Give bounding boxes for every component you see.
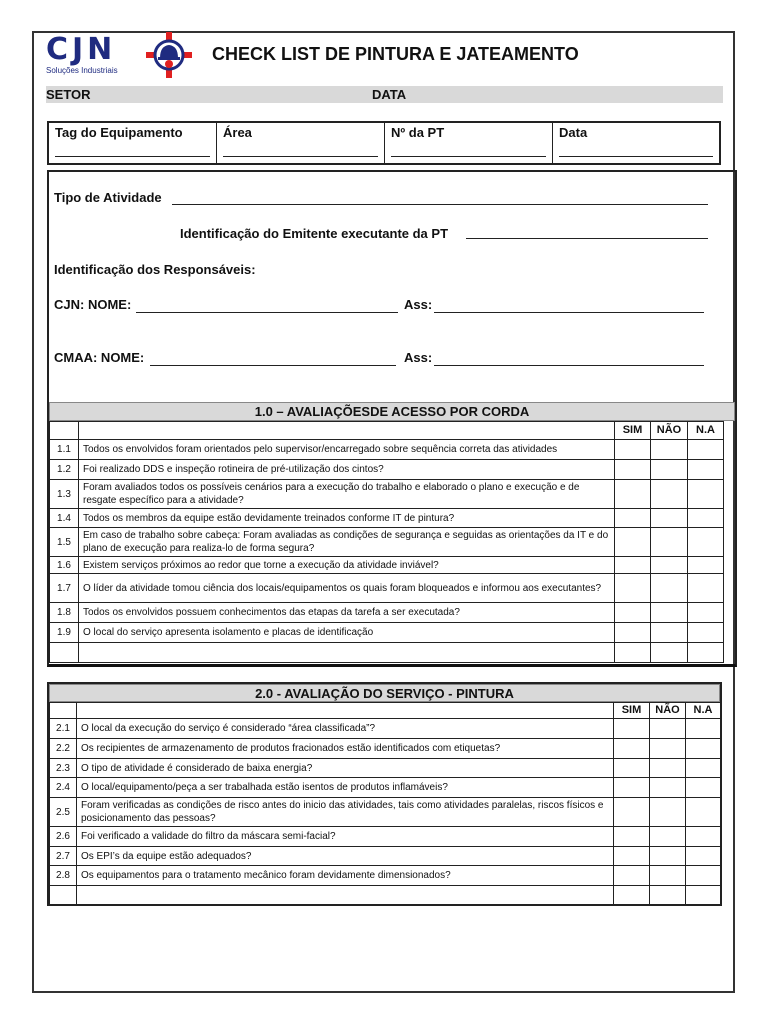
nao-header: NÃO xyxy=(650,703,686,719)
nao-cell[interactable] xyxy=(651,623,688,643)
sim-cell[interactable] xyxy=(615,603,651,623)
item-text: O local/equipamento/peça a ser trabalhada estão isentos de produtos inflamáveis? xyxy=(77,778,614,798)
nao-cell[interactable] xyxy=(650,866,686,886)
na-cell[interactable] xyxy=(686,778,721,798)
sim-header: SIM xyxy=(614,703,650,719)
item-text: Os recipientes de armazenamento de produtos fracionados estão identificados com etiquetas? xyxy=(77,739,614,759)
item-text: Em caso de trabalho sobre cabeça: Foram avaliadas as condições de segurança e seguidas as orientações da IT e do plano de execução para realiza-lo de forma segura? xyxy=(79,528,615,557)
area-label: Área xyxy=(223,125,252,140)
table-row xyxy=(50,440,724,460)
item-number: 1.7 xyxy=(50,574,79,603)
helmet-target-icon xyxy=(146,32,192,78)
table-row xyxy=(50,623,724,643)
item-text: O local da execução do serviço é considerado “área classificada”? xyxy=(77,719,614,739)
numero-pt-line xyxy=(391,156,546,157)
sim-cell[interactable] xyxy=(615,557,651,574)
cjn-ass-label: Ass: xyxy=(404,297,433,312)
nao-cell[interactable] xyxy=(651,528,688,557)
nao-cell[interactable] xyxy=(650,847,686,866)
item-number: 2.2 xyxy=(50,739,77,759)
item-text: Existem serviços próximos ao redor que torne a execução da atividade inviável? xyxy=(79,557,615,574)
nao-cell[interactable] xyxy=(651,574,688,603)
nao-cell[interactable] xyxy=(651,480,688,509)
na-cell[interactable] xyxy=(688,557,724,574)
setor-data-bar xyxy=(46,86,723,103)
item-text: O líder da atividade tomou ciência dos locais/equipamentos os quais foram bloqueados e informou aos executantes? xyxy=(79,574,615,603)
sim-cell[interactable] xyxy=(615,480,651,509)
document-title: CHECK LIST DE PINTURA E JATEAMENTO xyxy=(212,44,579,64)
table-row xyxy=(50,460,724,480)
nao-cell[interactable] xyxy=(650,778,686,798)
tipo-atividade-input[interactable] xyxy=(172,204,708,205)
na-cell[interactable] xyxy=(688,643,724,663)
table-row xyxy=(50,574,724,603)
sim-cell[interactable] xyxy=(614,798,650,827)
na-cell[interactable] xyxy=(688,440,724,460)
na-cell[interactable] xyxy=(688,480,724,509)
nao-cell[interactable] xyxy=(651,643,688,663)
item-number: 2.7 xyxy=(50,847,77,866)
table-row xyxy=(50,847,721,866)
section1-header-row xyxy=(50,422,724,440)
section2-table xyxy=(49,702,721,905)
nao-cell[interactable] xyxy=(651,440,688,460)
nao-cell[interactable] xyxy=(650,759,686,778)
item-number: 1.3 xyxy=(50,480,79,509)
cmaa-nome-label: CMAA: NOME: xyxy=(54,350,145,365)
na-cell[interactable] xyxy=(686,847,721,866)
sim-header: SIM xyxy=(615,422,651,440)
na-cell[interactable] xyxy=(686,866,721,886)
tag-equipamento-label: Tag do Equipamento xyxy=(55,125,183,140)
identificacao-emitente-label: Identificação do Emitente executante da PT xyxy=(180,226,449,241)
table-row xyxy=(50,759,721,778)
section2-title: 2.0 - AVALIAÇÃO DO SERVIÇO - PINTURA xyxy=(49,684,720,702)
table-row xyxy=(50,480,724,509)
na-cell[interactable] xyxy=(686,719,721,739)
nao-cell[interactable] xyxy=(651,460,688,480)
data-field-line xyxy=(559,156,713,157)
na-cell[interactable] xyxy=(686,827,721,847)
sim-cell[interactable] xyxy=(614,719,650,739)
logo-text: CJN xyxy=(46,32,117,67)
sim-cell[interactable] xyxy=(615,623,651,643)
item-text: Todos os envolvidos possuem conhecimentos das etapas da tarefa a ser executada? xyxy=(79,603,615,623)
sim-cell[interactable] xyxy=(615,528,651,557)
sim-cell[interactable] xyxy=(614,739,650,759)
company-logo xyxy=(46,34,196,78)
na-cell[interactable] xyxy=(688,509,724,528)
nao-cell[interactable] xyxy=(651,557,688,574)
nao-cell[interactable] xyxy=(650,886,686,905)
empty-row xyxy=(50,886,721,905)
item-text: Os equipamentos para o tratamento mecânico foram devidamente dimensionados? xyxy=(77,866,614,886)
item-text: Foi verificado a validade do filtro da máscara semi-facial? xyxy=(77,827,614,847)
tag-equipamento-line xyxy=(55,156,210,157)
sim-cell[interactable] xyxy=(615,440,651,460)
item-number: 1.2 xyxy=(50,460,79,480)
sim-cell[interactable] xyxy=(615,643,651,663)
na-cell[interactable] xyxy=(686,759,721,778)
item-text: O local do serviço apresenta isolamento e placas de identificação xyxy=(79,623,615,643)
nao-cell[interactable] xyxy=(650,739,686,759)
na-cell[interactable] xyxy=(688,574,724,603)
numero-pt-field[interactable] xyxy=(385,123,553,163)
cjn-ass-input[interactable] xyxy=(434,312,704,313)
table-row xyxy=(50,528,724,557)
sim-cell[interactable] xyxy=(614,778,650,798)
item-number: 2.8 xyxy=(50,866,77,886)
item-text: Os EPI’s da equipe estão adequados? xyxy=(77,847,614,866)
item-number: 1.1 xyxy=(50,440,79,460)
na-header: N.A xyxy=(686,703,721,719)
na-cell[interactable] xyxy=(686,739,721,759)
empty-row xyxy=(50,643,724,663)
na-cell[interactable] xyxy=(686,886,721,905)
table-row xyxy=(50,798,721,827)
data-field-label: Data xyxy=(559,125,588,140)
numero-pt-label: Nº da PT xyxy=(391,125,445,140)
nao-cell[interactable] xyxy=(651,603,688,623)
tag-equipamento-field[interactable] xyxy=(49,123,217,163)
item-text: Foram verificadas as condições de risco antes do inicio das atividades, tais como atividades paralelas, riscos físicos e posicionamento das pessoas? xyxy=(77,798,614,827)
table-row xyxy=(50,739,721,759)
cmaa-nome-input[interactable] xyxy=(150,365,396,366)
cmaa-ass-input[interactable] xyxy=(434,365,704,366)
section2-header-row xyxy=(50,703,721,719)
nao-cell[interactable] xyxy=(650,798,686,827)
identificacao-responsaveis-label: Identificação dos Responsáveis: xyxy=(54,262,256,277)
sim-cell[interactable] xyxy=(614,759,650,778)
nao-header: NÃO xyxy=(651,422,688,440)
sim-cell[interactable] xyxy=(615,509,651,528)
na-cell[interactable] xyxy=(686,798,721,827)
area-line xyxy=(223,156,378,157)
item-text: O tipo de atividade é considerado de baixa energia? xyxy=(77,759,614,778)
cjn-nome-label: CJN: NOME: xyxy=(54,297,132,312)
blank-item-cell[interactable] xyxy=(79,643,615,663)
item-text: Todos os membros da equipe estão devidamente treinados conforme IT de pintura? xyxy=(79,509,615,528)
area-field[interactable] xyxy=(217,123,385,163)
blank-item-cell[interactable] xyxy=(77,886,614,905)
nao-cell[interactable] xyxy=(650,719,686,739)
nao-cell[interactable] xyxy=(650,827,686,847)
item-number: 2.1 xyxy=(50,719,77,739)
item-number: 2.5 xyxy=(50,798,77,827)
logo-subtitle: Soluções Industriais xyxy=(46,66,118,75)
item-number: 2.6 xyxy=(50,827,77,847)
table-row xyxy=(50,557,724,574)
na-cell[interactable] xyxy=(688,460,724,480)
table-row xyxy=(50,719,721,739)
na-cell[interactable] xyxy=(688,528,724,557)
equipment-info-box xyxy=(47,121,721,165)
item-number: 1.8 xyxy=(50,603,79,623)
table-row xyxy=(50,509,724,528)
item-number: 1.5 xyxy=(50,528,79,557)
sim-cell[interactable] xyxy=(614,886,650,905)
item-number: 1.9 xyxy=(50,623,79,643)
sim-cell[interactable] xyxy=(615,460,651,480)
na-cell[interactable] xyxy=(688,603,724,623)
data-field[interactable] xyxy=(553,123,719,163)
table-row xyxy=(50,603,724,623)
cjn-nome-input[interactable] xyxy=(136,312,398,313)
cmaa-ass-label: Ass: xyxy=(404,350,433,365)
item-text: Todos os envolvidos foram orientados pelo supervisor/encarregado sobre sequência correta das atividades xyxy=(79,440,615,460)
item-number: 1.4 xyxy=(50,509,79,528)
identificacao-emitente-input[interactable] xyxy=(466,238,708,239)
sim-cell[interactable] xyxy=(615,574,651,603)
na-header: N.A xyxy=(688,422,724,440)
tipo-atividade-label: Tipo de Atividade xyxy=(54,190,162,205)
setor-label: SETOR xyxy=(46,87,91,102)
sim-cell[interactable] xyxy=(614,827,650,847)
item-number: 1.6 xyxy=(50,557,79,574)
sim-cell[interactable] xyxy=(614,866,650,886)
item-number: 2.3 xyxy=(50,759,77,778)
table-row xyxy=(50,778,721,798)
nao-cell[interactable] xyxy=(651,509,688,528)
section1-title: 1.0 – AVALIAÇÕESDE ACESSO POR CORDA xyxy=(49,402,735,421)
na-cell[interactable] xyxy=(688,623,724,643)
table-row xyxy=(50,827,721,847)
item-text: Foi realizado DDS e inspeção rotineira de pré-utilização dos cintos? xyxy=(79,460,615,480)
item-text: Foram avaliados todos os possíveis cenários para a execução do trabalho e elaborado o plano e execução e de resgate específico para a atividade? xyxy=(79,480,615,509)
item-number: 2.4 xyxy=(50,778,77,798)
table-row xyxy=(50,866,721,886)
data-label: DATA xyxy=(372,87,407,102)
section1-table xyxy=(49,421,724,663)
sim-cell[interactable] xyxy=(614,847,650,866)
